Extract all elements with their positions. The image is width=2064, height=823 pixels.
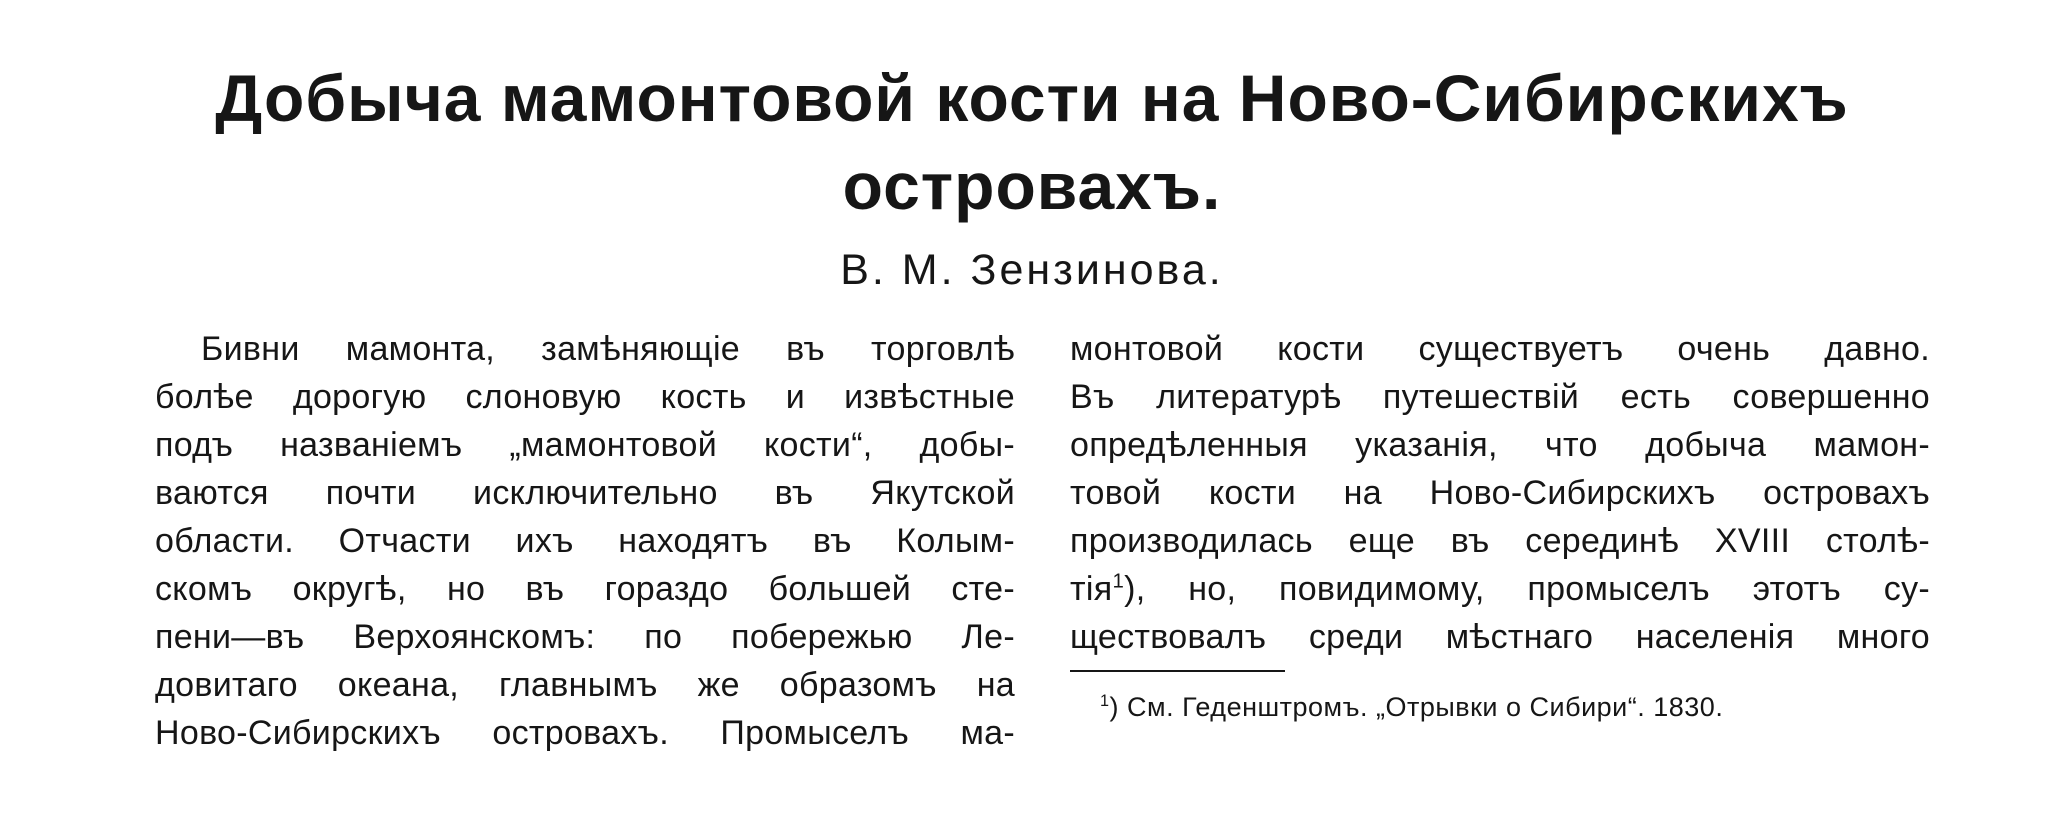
footnote-reference[interactable]: 1 — [1112, 570, 1125, 593]
footnote-text: ) См. Геденштромъ. „Отрывки о Сибири“. 1830. — [1109, 692, 1724, 722]
body-line: подъ названіемъ „мамонтовой кости“, добы- — [155, 426, 1015, 464]
right-column — [1070, 325, 1930, 661]
body-line: производилась еще въ серединѣ XVIII столѣ- — [1070, 522, 1930, 560]
article-title-line-2: островахъ. — [842, 149, 1222, 223]
footnote-marker: 1 — [1100, 692, 1110, 710]
footnote — [1100, 687, 1723, 727]
body-line: довитаго океана, главнымъ же образомъ на — [155, 666, 1015, 704]
body-line: монтовой кости существуетъ очень давно. — [1070, 330, 1930, 368]
body-line: пени—въ Верхоянскомъ: по побережью Ле- — [155, 618, 1015, 656]
body-line: товой кости на Ново-Сибирскихъ островахъ — [1070, 474, 1930, 512]
body-line: ваются почти исключительно въ Якутской — [155, 474, 1015, 512]
body-line: болѣе дорогую слоновую кость и извѣстные — [155, 378, 1015, 416]
body-line-with-footnote — [1070, 565, 1930, 613]
footnote-divider — [1070, 670, 1285, 672]
body-line: Въ литературѣ путешествій есть совершенно — [1070, 378, 1930, 416]
body-line: опредѣленныя указанія, что добыча мамон- — [1070, 426, 1930, 464]
body-line: ществовалъ среди мѣстнаго населенія много — [1070, 618, 1930, 656]
body-line: скомъ округѣ, но въ гораздо большей сте- — [155, 570, 1015, 608]
body-line: Бивни мамонта, замѣняющіе въ торговлѣ — [201, 330, 1015, 368]
body-line: Ново-Сибирскихъ островахъ. Промыселъ ма- — [155, 714, 1015, 752]
body-text: тія — [1070, 570, 1113, 608]
article-author: В. М. Зензинова. — [840, 246, 1224, 294]
body-line: области. Отчасти ихъ находятъ въ Колым- — [155, 522, 1015, 560]
left-column — [155, 325, 1015, 757]
body-text: ), но, повидимому, промыселъ этотъ су- — [1124, 570, 1930, 608]
article-title-line-1: Добыча мамонтовой кости на Ново-Сибирскихъ — [215, 61, 1849, 135]
